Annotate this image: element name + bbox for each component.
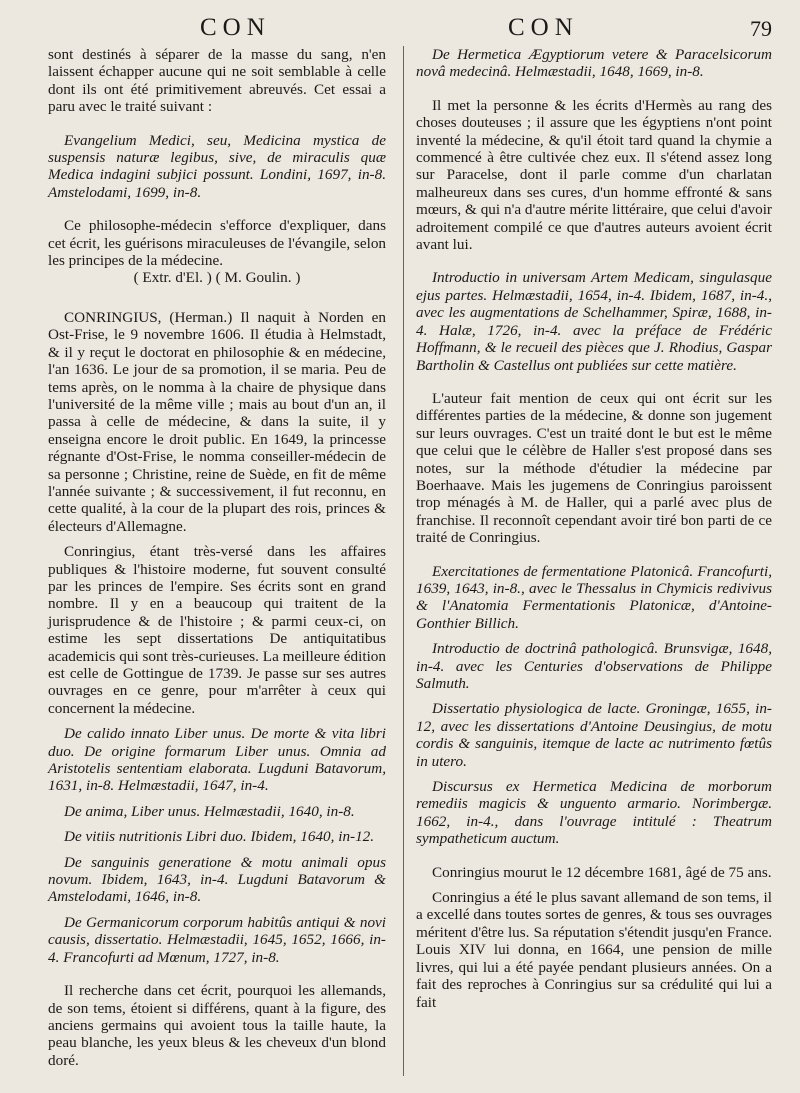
- bibliographic-entry: Exercitationes de fermentatione Platonicâ. Francofurti, 1639, 1643, in-8., avec le Thessalus in Chymicis redivivus & l'Anatomia Fermentationis Platonicæ, d'Antoine-Gonthier Billich.: [416, 562, 772, 632]
- left-column: [48, 46, 386, 1069]
- bibliographic-entry: De Germanicorum corporum habitûs antiqui & novi causis, dissertatio. Helmæstadii, 1645, 1652, 1666, in-4. Francofurti ad Mœnum, 1727, in-8.: [48, 913, 386, 966]
- paragraph: Ce philosophe-médecin s'efforce d'expliquer, dans cet écrit, les guérisons miraculeuses de l'évangile, selon les principes de la médecine.: [48, 217, 387, 270]
- bibliographic-entry: Introductio de doctrinâ pathologicâ. Brunsvigæ, 1648, in-4. avec les Centuries d'observations de Philippe Salmuth.: [416, 640, 772, 692]
- source-attribution: ( Extr. d'El. ) ( M. Goulin. ): [133, 269, 301, 287]
- page-header: [0, 14, 800, 48]
- paragraph: Conringius a été le plus savant allemand de son tems, il a excellé dans toutes sortes de genres, & tous ses ouvrages méritent d'être lus. Sa réputation s'étendit jusqu'en France. Louis XIV lui donna, en 1664, une pension de mille livres, qui lui a été payée pendant plusieurs années. On a fait des reproches à Conringius sur sa crédulité qui lui a fait: [416, 889, 772, 1011]
- paragraph: Il met la personne & les écrits d'Hermès au rang des choses douteuses ; il assure que les égyptiens n'ont point inventé la médecine, & qu'il étoit tard quand la chymie a commencé à être cultivée chez eux. Il s'étend assez long sur Paracelse, dont il parle comme d'un charlatan malheureux dans ses cures, d'un homme effronté & sans mœurs, & qui n'a d'autre mérite littéraire, que celui d'avoir adroitement compilé ce que d'autres auteurs avoient écrit avant lui.: [416, 96, 772, 254]
- running-head-right: CON: [508, 14, 579, 41]
- column-divider: [403, 46, 404, 1076]
- paragraph: Conringius mourut le 12 décembre 1681, âgé de 75 ans.: [432, 863, 772, 881]
- bibliographic-entry: De anima, Liber unus. Helmæstadii, 1640, in-8.: [64, 802, 355, 820]
- bibliographic-entry: Discursus ex Hermetica Medicina de morborum remediis magicis & unguento armario. Norimbergæ. 1662, in-4., dans l'ouvrage intitulé : Theatrum sympatheticum auctum.: [416, 778, 772, 848]
- bibliographic-entry: Dissertatio physiologica de lacte. Groningæ, 1655, in-12, avec les dissertations d'Antoine Deusingius, de motu cordis & sanguinis, itemque de lacte ac nutrimento fœtûs in utero.: [416, 700, 772, 770]
- paragraph: Il recherche dans cet écrit, pourquoi les allemands, de son tems, étoient si différens, quant à la figure, des anciens germains qui avoient tous la taille haute, la peau blanche, les yeux bleus & les cheveux d'un blond doré.: [48, 982, 386, 1069]
- paragraph: L'auteur fait mention de ceux qui ont écrit sur les différentes parties de la médecine, & donne son jugement sur leurs ouvrages. C'est un traité dont le but est le même que celui que le célèbre de Haller s'est proposé dans ses notes, sur la méthode d'étudier la médecine par Boerhaave. Mais les jugemens de Conringius paroissent trop ménagés à M. de Haller, qui a parlé avec plus de franchise. Il reconnoît cependant avoir tiré bon parti de ce traité de Conringius.: [416, 389, 772, 547]
- bibliographic-entry: De sanguinis generatione & motu animali opus novum. Ibidem, 1643, in-4. Lugduni Batavorum & Amstelodami, 1646, in-8.: [48, 853, 386, 906]
- right-column: [416, 46, 772, 1011]
- bibliographic-entry: De calido innato Liber unus. De morte & vita libri duo. De origine formarum Liber unus. Omnia ad Aristotelis sententiam elaborata. Lugduni Batavorum, 1631, in-8. Helmæstadii, 1647, in-4.: [48, 725, 386, 795]
- bibliographic-entry: De vitiis nutritionis Libri duo. Ibidem, 1640, in-12.: [64, 828, 375, 846]
- paragraph: Conringius, étant très-versé dans les affaires publiques & l'histoire moderne, fut souvent consulté par les princes de l'empire. Ses écrits sont en grand nombre. Il y en a beaucoup qui traitent de la jurisprudence & de l'histoire ; & parmi ceux-ci, on estime les sept dissertations De antiquitatibus academicis qui sont très-curieuses. La meilleure édition est celle de Gottingue de 1739. Je passe sur ses autres ouvrages en ce genre, pour m'arrêter à ceux qui concernent la médecine.: [48, 543, 386, 717]
- biography-entry: CONRINGIUS, (Herman.) Il naquit à Norden en Ost-Frise, le 9 novembre 1606. Il étudia à Helmstadt, & il y reçut le doctorat en philosophie & en médecine, l'an 1636. Le jour de sa promotion, il se maria. Peu de tems après, on le nomma à la chaire de physique dans l'université de la même ville ; mais au bout d'un an, il passa à celle de médecine, & dans la suite, il y enseigna encore le droit public. En 1649, la princesse régnante d'Ost-Frise, le nomma conseiller-médecin de sa personne ; Christine, reine de Suède, en fit de même l'année suivante ; & successivement, il fut reconnu, en cette qualité, à la cour de la plupart des rois, princes & électeurs d'Allemagne.: [48, 308, 386, 535]
- bibliographic-entry: De Hermetica Ægyptiorum vetere & Paracelsicorum novâ medecinâ. Helmæstadii, 1648, 1669, in-8.: [416, 46, 772, 81]
- running-head-left: CON: [200, 14, 271, 41]
- paragraph: sont destinés à séparer de la masse du sang, n'en laissent échapper aucune qui ne soit semblable à celle dont ils ont été primitivement abreuvés. Cet essai a paru avec le traité suivant :: [48, 46, 386, 116]
- bibliographic-entry: Introductio in universam Artem Medicam, singulasque ejus partes. Helmæstadii, 1654, in-4. Ibidem, 1687, in-4., avec les augmentations de Schelhammer, Spiræ, 1688, in-4. Halæ, 1726, in-4. avec la préface de Frédéric Hoffmann, & le recueil des pièces que J. Rhodius, Gaspar Bartholin & Castellus ont publiées sur cette matière.: [416, 269, 772, 374]
- bibliographic-entry: Evangelium Medici, seu, Medicina mystica de suspensis naturæ legibus, sive, de miraculis quæ Medica indagini subjici possunt. Londini, 1697, in-8. Amstelodami, 1699, in-8.: [48, 131, 386, 201]
- page-number: 79: [750, 16, 772, 41]
